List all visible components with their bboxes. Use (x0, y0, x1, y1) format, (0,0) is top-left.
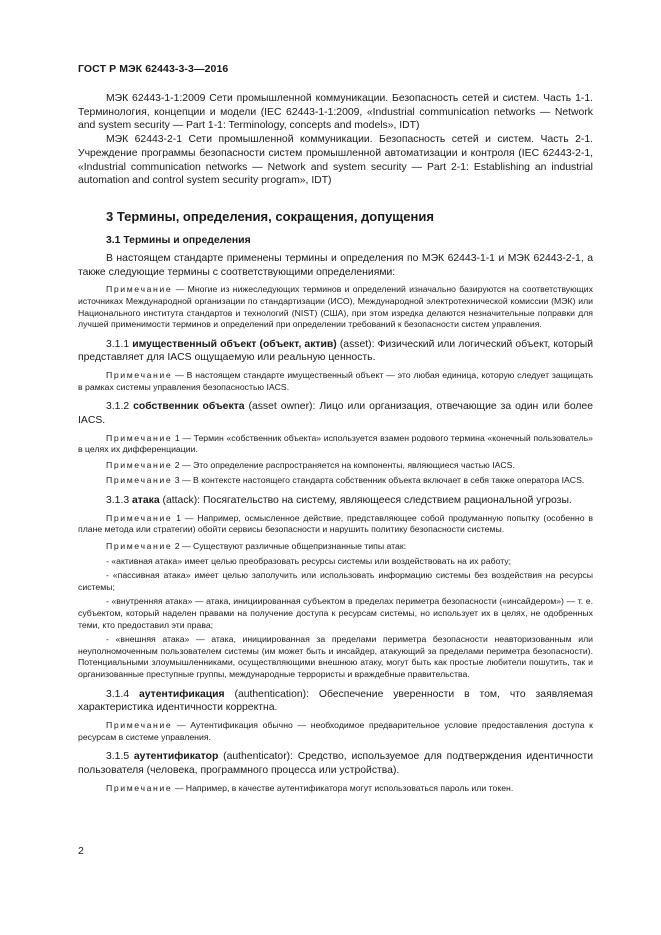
term-name: аутентификация (139, 688, 225, 700)
page-number: 2 (78, 845, 84, 857)
term-definition: (asset): Физический или логический объект, который представляет для IACS ощущаемую или реальную ценность. (78, 338, 594, 364)
note-terms-origin (78, 284, 593, 330)
note-3-1-2-2 (78, 460, 593, 472)
attack-type-passive: - «пассивная атака» имеет целью заполучить или использовать информацию системы без воздействия на ресурсы системы; (78, 570, 593, 592)
note-label: Примечание (106, 512, 173, 523)
term-number: 3.1.1 (106, 338, 133, 350)
term-definition: (authentication): Обеспечение уверенности в том, что заявляемая характеристика идентичности корректна. (78, 688, 594, 714)
section-3-heading: 3 Термины, определения, сокращения, допущения (106, 208, 434, 224)
note-text: 2 — Это определение распространяется на компоненты, являющиеся частью IACS. (172, 459, 515, 470)
note-label: Примечание (106, 719, 173, 730)
note-label: Примечание (106, 475, 173, 486)
normative-reference-2: МЭК 62443-2-1 Сети промышленной коммуникации. Безопасность сетей и систем. Часть 2-1. Учреждение программы безопасности систем промышленной автоматизации и контроля (IEC 62443-2-1, «Industrial communication networks — Network and system security — Part 2-1: Establishing an industrial automation and control system security program», IDT) (78, 134, 593, 187)
note-label: Примечание (106, 432, 173, 443)
term-3-1-3 (78, 494, 593, 508)
standard-designation: ГОСТ Р МЭК 62443-3-3—2016 (78, 63, 229, 75)
term-3-1-4 (78, 688, 593, 715)
subsection-3-1-heading: 3.1 Термины и определения (106, 234, 251, 246)
note-3-1-5 (78, 783, 593, 795)
note-3-1-4 (78, 720, 593, 743)
note-3-1-2-3 (78, 475, 593, 487)
page-body (78, 92, 593, 794)
term-3-1-1 (78, 338, 593, 365)
note-label: Примечание (106, 284, 173, 295)
term-definition: (asset owner): Лицо или организация, отвечающие за один или более IACS. (78, 401, 593, 426)
term-3-1-5 (78, 750, 593, 777)
attack-type-insider: - «внутренняя атака» — атака, инициированная субъектом в пределах периметра безопасности («инсайдером») — т. е. субъектом, который наделен правами на получение доступа к ресурсам системы, но использует их в целях, не одобренных теми, кто предоставил эти права; (78, 596, 593, 630)
note-3-1-3-1 (78, 513, 593, 536)
note-text: 1 — Например, осмысленное действие, представляющее собой продуманную попытку (особенно в плане метода или стратегии) обойти сервисы безопасности и нарушить политику безопасности системы. (78, 512, 593, 535)
note-text: — В настоящем стандарте имущественный объект — это любая единица, которую следует защищать в рамках системы управления безопасностью IACS. (78, 370, 593, 392)
term-3-1-2 (78, 400, 593, 427)
note-label: Примечание (106, 459, 173, 470)
note-3-1-1 (78, 370, 593, 393)
normative-reference-1: МЭК 62443-1-1:2009 Сети промышленной коммуникации. Безопасность сетей и систем. Часть 1-1. Терминология, концепции и модели (IEC 62443-1-1:2009, «Industrial communication networks — Network and system security — Part 1-1: Terminology, concepts and models», IDT) (78, 93, 593, 132)
term-name: собственник объекта (133, 401, 245, 413)
term-name: имущественный объект (объект, актив) (132, 338, 337, 350)
note-label: Примечание (106, 782, 173, 793)
attack-type-outsider: - «внешняя атака» — атака, инициированная за пределами периметра безопасности неавторизованным или неуполномоченным пользователем системы (им может быть и инсайдер, атакующий за пределами периметра безопасности). Потенциальными злоумышленниками, осуществляющими внешнюю атаку, могут быть как простые любители пошутить, так и организованные преступные группы, международные террористы и враждебные правительства. (78, 634, 593, 679)
term-number: 3.1.3 (106, 495, 132, 507)
term-number: 3.1.2 (106, 401, 134, 413)
note-3-1-2-1 (78, 433, 593, 456)
term-definition: (attack): Посягательство на систему, являющееся следствием рациональной угрозы. (159, 495, 572, 507)
note-3-1-3-2 (78, 541, 593, 553)
term-number: 3.1.5 (106, 751, 134, 763)
note-text: 3 — В контексте настоящего стандарта собственник объекта включает в себя также оператора IACS. (172, 475, 585, 486)
note-text: — Многие из нижеследующих терминов и определений изначально базируются на соответствующих источниках Международной организации по стандартизации (ИСО), Международной электротехнической комиссии (МЭК) или Национального института стандартов и технологий (NIST) (США), при этом изредка делаются незначительные поправки для лучшей применимости терминов и определений при определении требований к безопасности систем управления. (78, 284, 593, 330)
note-text: 1 — Термин «собственник объекта» используется взамен родового термина «конечный пользователь» в целях их дифференциации. (78, 432, 593, 455)
note-label: Примечание (106, 370, 173, 381)
note-label: Примечание (106, 540, 173, 551)
term-definition: (authenticator): Средство, используемое для подтверждения идентичности пользователя (человека, программного процесса или устройства). (78, 751, 594, 776)
note-text: — Например, в качестве аутентификатора могут использоваться пароль или токен. (172, 782, 514, 793)
note-text: 2 — Существуют различные общепризнанные типы атак: (172, 540, 407, 551)
note-text: — Аутентификация обычно — необходимое предварительное условие предоставления доступа к ресурсам в системе управления. (78, 719, 593, 742)
term-number: 3.1.4 (106, 688, 139, 700)
section-intro-paragraph: В настоящем стандарте применены термины и определения по МЭК 62443-1-1 и МЭК 62443-2-1, а также следующие термины с соответствующими определениями: (78, 252, 593, 278)
term-name: аутентификатор (133, 751, 219, 763)
term-name: атака (132, 495, 160, 507)
attack-type-active: - «активная атака» имеет целью преобразовать ресурсы системы или воздействовать на их работу; (106, 555, 512, 566)
